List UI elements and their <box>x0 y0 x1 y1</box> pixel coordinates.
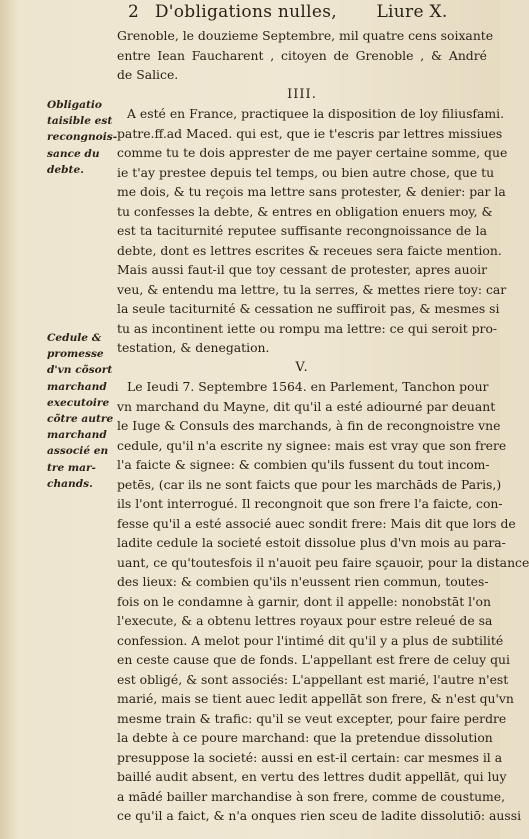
text-line: entre Iean Faucharent , citoyen de Grenoble , & André <box>117 47 487 63</box>
section-number: IIII. <box>287 86 317 102</box>
text-line: Grenoble, le douzieme Septembre, mil quatre cens soixante <box>117 28 494 43</box>
text-line: est ta taciturnité reputee suffisante recongnoissance de la <box>117 223 487 238</box>
text-line: baillé audit absent, en vertu des lettres dudit appellāt, qui luy <box>117 769 507 784</box>
margin-note-line: executoire <box>47 396 110 409</box>
running-header <box>128 2 468 24</box>
margin-note-line: associé en <box>47 445 109 458</box>
margin-note-line: promesse <box>47 348 104 361</box>
header-title: D'obligations nulles, <box>154 2 337 22</box>
text-line: l'execute, & a obtenu lettres royaux pour estre releué de sa <box>117 613 493 628</box>
text-line: patre.ff.ad Maced. qui est, que ie t'escris par lettres missiues <box>117 125 503 141</box>
text-line: comme tu te dois apprester de me payer certaine somme, que <box>117 145 508 160</box>
text-line: mesme train & trafic: qu'il se veut excepter, pour faire perdre <box>117 710 507 726</box>
margin-note-line: taisible est <box>47 115 113 128</box>
text-line: petēs, (car ils ne sont faicts que pour les marchāds de Paris,) <box>117 476 502 492</box>
margin-note-line: marchand <box>47 380 107 393</box>
text-line: me dois, & tu reçois ma lettre sans protester, & denier: par la <box>117 184 506 199</box>
text-line: la debte à ce poure marchand: que la pretendue dissolution <box>117 730 493 745</box>
text-line: fois on le condamne à garnir, dont il appelle: nonobstāt l'on <box>117 593 491 609</box>
header-book-number: X. <box>429 2 448 22</box>
text-line: ie t'ay prestee depuis tel temps, ou bien autre chose, que tu <box>117 164 495 180</box>
text-line: presuppose la societé: aussi en est-il certain: car mesmes il a <box>117 749 503 765</box>
margin-note-line: recongnois- <box>47 131 118 144</box>
text-line: Mais aussi faut-il que toy cessant de protester, apres auoir <box>117 262 487 277</box>
text-line: est obligé, & sont associés: L'appellant est marié, l'autre n'est <box>117 671 509 687</box>
text-line: ce qu'il a faict, & n'a onques rien sceu de ladite dissolutiō: aussi <box>117 808 522 823</box>
text-line: marié, mais se tient auec ledit appellāt son frere, & n'est qu'vn <box>117 691 514 706</box>
margin-note-line: d'vn cõsort <box>47 364 113 377</box>
text-line: Le Ieudi 7. Septembre 1564. en Parlement, Tanchon pour <box>127 379 489 394</box>
text-line: a mādé bailler marchandise à son frere, comme de coustume, <box>117 788 506 804</box>
text-line: la seule taciturnité & cessation ne suffiroit pas, & mesmes si <box>117 301 500 316</box>
text-line: A esté en France, practiquee la disposition de loy filiusfami. <box>127 106 505 121</box>
margin-note-line: debte. <box>47 163 84 176</box>
text-line: testation, & denegation. <box>117 340 270 355</box>
text-line: fesse qu'il a esté associé auec sondit frere: Mais dit que lors de <box>117 515 516 531</box>
margin-note-line: marchand <box>47 429 107 442</box>
margin-note-line: cõtre autre <box>47 413 114 426</box>
main-text <box>117 26 529 826</box>
text-line: en ceste cause que de fonds. L'appellant est frere de celuy qui <box>117 652 510 667</box>
text-line: confession. A melot pour l'intimé dit qu'il y a plus de subtilité <box>117 632 504 648</box>
margin-note-line: Cedule & <box>47 332 102 344</box>
text-line: ladite cedule la societé estoit dissolue plus d'vn mois au para- <box>117 535 506 550</box>
text-line: des lieux: & combien qu'ils n'eussent rien commun, toutes- <box>117 574 489 589</box>
text-line: l'a faicte & signee: & combien qu'ils fussent du tout incom- <box>117 457 490 472</box>
text-line: ils l'ont interrogué. Il recongnoit que son frere l'a faicte, con- <box>117 496 503 511</box>
margin-note-line: sance du <box>47 147 100 160</box>
text-line: de Salice. <box>117 67 179 82</box>
margin-note-cedule <box>47 330 113 492</box>
section-number: V. <box>295 359 309 375</box>
text-line: tu confesses la debte, & entres en obligation enuers moy, & <box>117 203 493 219</box>
text-line: tu as incontinent iette ou rompu ma lettre: ce qui seroit pro- <box>117 320 498 336</box>
margin-note-obligation <box>47 97 118 178</box>
text-line: cedule, qu'il n'a escrite ny signee: mais est vray que son frere <box>117 437 507 453</box>
text-line: veu, & entendu ma lettre, tu la serres, & mettes riere toy: car <box>117 281 507 297</box>
text-line: debte, dont es lettres escrites & receues sera faicte mention. <box>117 242 502 258</box>
text-line: vn marchand du Mayne, dit qu'il a esté adiourné par deuant <box>117 398 496 414</box>
page-number: 2 <box>128 2 140 22</box>
header-book: Liure <box>376 2 424 22</box>
margin-note-line: chands. <box>47 477 93 490</box>
margin-note-line: Obligatio <box>47 99 102 111</box>
margin-note-line: tre mar- <box>47 461 96 474</box>
text-line: le Iuge & Consuls des marchands, à fin de recongnoistre vne <box>117 418 501 433</box>
text-line: uant, ce qu'toutesfois il n'auoit peu faire sçauoir, pour la distance <box>117 554 529 570</box>
